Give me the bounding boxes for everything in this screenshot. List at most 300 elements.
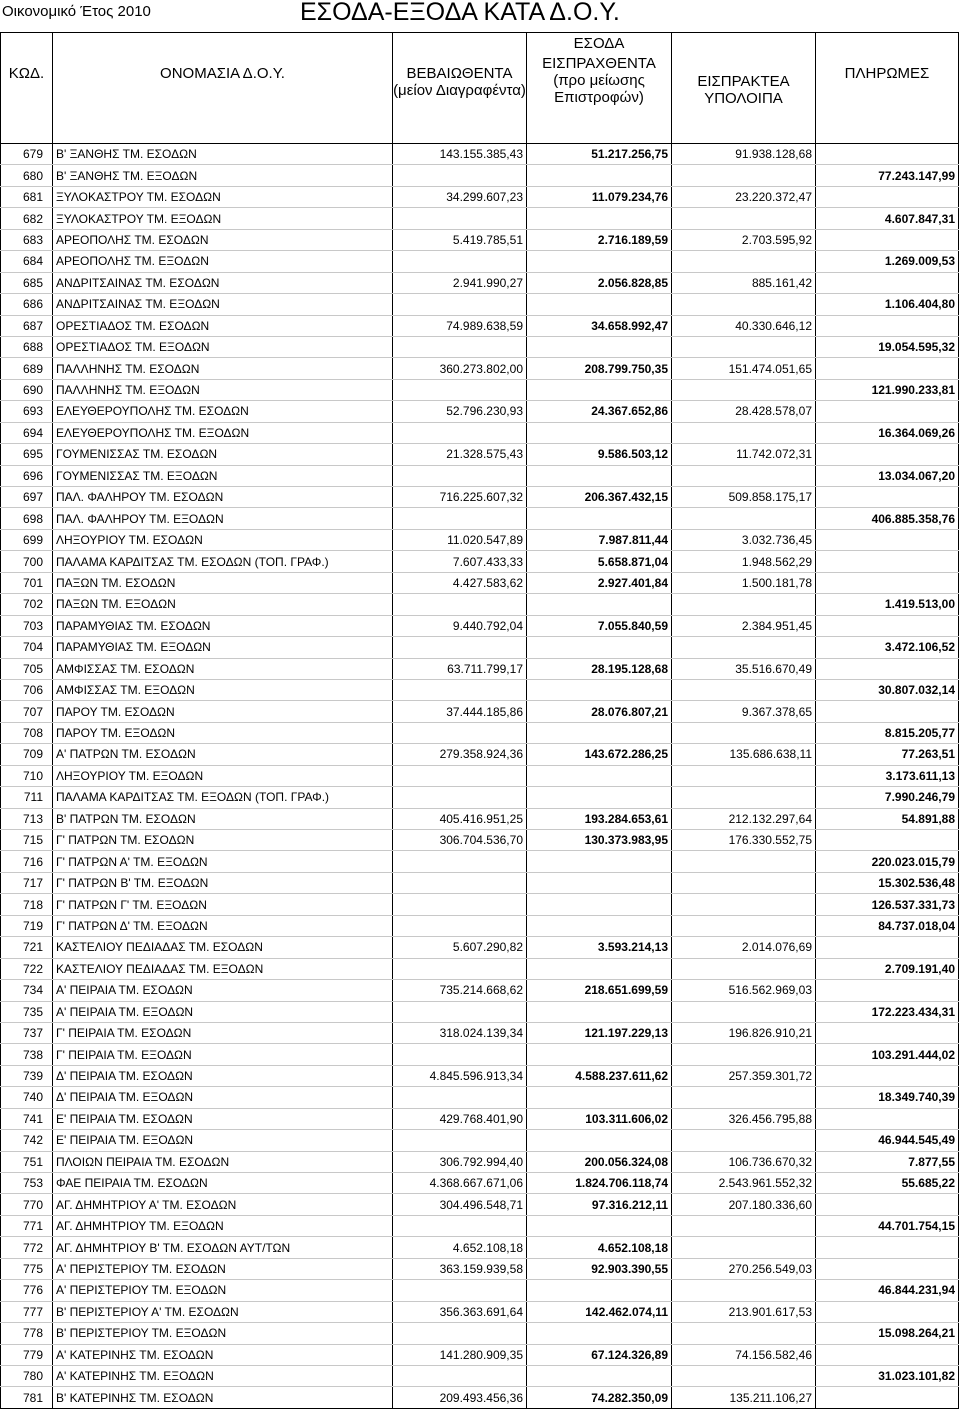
- row-name: ΑΡΕΟΠΟΛΗΣ ΤΜ. ΕΞΟΔΩΝ: [53, 251, 393, 272]
- table-row: [1, 872, 959, 893]
- row-name: ΠΑΡΟΥ ΤΜ. ΕΣΟΔΩΝ: [53, 701, 393, 722]
- row-name: ΠΑΞΩΝ ΤΜ. ΕΞΟΔΩΝ: [53, 594, 393, 615]
- row-certified: 37.444.185,86: [393, 701, 527, 722]
- row-certified: 306.792.994,40: [393, 1151, 527, 1172]
- table-row: [1, 1108, 959, 1129]
- row-collected: [527, 165, 672, 186]
- row-certified: 4.368.667.671,06: [393, 1173, 527, 1194]
- row-code: 685: [1, 272, 53, 293]
- row-payments: [816, 1258, 959, 1279]
- table-row: [1, 1087, 959, 1108]
- row-code: 735: [1, 1001, 53, 1022]
- row-remaining: [672, 1280, 816, 1301]
- row-code: 770: [1, 1194, 53, 1215]
- row-code: 707: [1, 701, 53, 722]
- row-certified: 429.768.401,90: [393, 1108, 527, 1129]
- table-row: [1, 401, 959, 422]
- row-remaining: [672, 872, 816, 893]
- row-collected: [527, 872, 672, 893]
- row-certified: 34.299.607,23: [393, 186, 527, 207]
- row-code: 682: [1, 208, 53, 229]
- row-payments: [816, 980, 959, 1001]
- row-name: ΑΜΦΙΣΣΑΣ ΤΜ. ΕΣΟΔΩΝ: [53, 658, 393, 679]
- row-name: ΓΟΥΜΕΝΙΣΣΑΣ ΤΜ. ΕΣΟΔΩΝ: [53, 444, 393, 465]
- row-payments: [816, 358, 959, 379]
- table-row: [1, 594, 959, 615]
- row-collected: 28.195.128,68: [527, 658, 672, 679]
- row-certified: [393, 465, 527, 486]
- row-certified: [393, 894, 527, 915]
- row-payments: 7.877,55: [816, 1151, 959, 1172]
- row-name: Α' ΠΕΙΡΑΙΑ ΤΜ. ΕΣΟΔΩΝ: [53, 980, 393, 1001]
- row-collected: 9.586.503,12: [527, 444, 672, 465]
- table-row: [1, 1344, 959, 1365]
- row-payments: [816, 701, 959, 722]
- table-row: [1, 1194, 959, 1215]
- row-certified: 5.607.290,82: [393, 937, 527, 958]
- table-row: [1, 165, 959, 186]
- row-certified: [393, 336, 527, 357]
- row-name: Δ' ΠΕΙΡΑΙΑ ΤΜ. ΕΞΟΔΩΝ: [53, 1087, 393, 1108]
- row-remaining: 213.901.617,53: [672, 1301, 816, 1322]
- header-collected-line3: Επιστροφών): [554, 89, 644, 106]
- row-name: Β' ΠΕΡΙΣΤΕΡΙΟΥ ΤΜ. ΕΞΟΔΩΝ: [53, 1323, 393, 1344]
- row-code: 688: [1, 336, 53, 357]
- row-payments: 19.054.595,32: [816, 336, 959, 357]
- row-payments: 46.844.231,94: [816, 1280, 959, 1301]
- row-collected: [527, 722, 672, 743]
- row-remaining: [672, 508, 816, 529]
- row-collected: 7.055.840,59: [527, 615, 672, 636]
- row-name: Β' ΞΑΝΘΗΣ ΤΜ. ΕΣΟΔΩΝ: [53, 144, 393, 165]
- row-collected: [527, 594, 672, 615]
- row-code: 699: [1, 529, 53, 550]
- row-payments: 16.364.069,26: [816, 422, 959, 443]
- table-body: [1, 144, 959, 1409]
- page-header: [0, 0, 960, 24]
- row-payments: [816, 551, 959, 572]
- row-certified: 141.280.909,35: [393, 1344, 527, 1365]
- row-collected: [527, 894, 672, 915]
- row-name: ΠΑΛ. ΦΑΛΗΡΟΥ ΤΜ. ΕΞΟΔΩΝ: [53, 508, 393, 529]
- row-name: Α' ΠΑΤΡΩΝ ΤΜ. ΕΣΟΔΩΝ: [53, 744, 393, 765]
- row-code: 739: [1, 1065, 53, 1086]
- row-certified: 4.427.583,62: [393, 572, 527, 593]
- row-payments: 121.990.233,81: [816, 379, 959, 400]
- row-payments: 1.106.404,80: [816, 294, 959, 315]
- row-code: 684: [1, 251, 53, 272]
- row-code: 775: [1, 1258, 53, 1279]
- row-remaining: 326.456.795,88: [672, 1108, 816, 1129]
- row-remaining: 35.516.670,49: [672, 658, 816, 679]
- row-certified: [393, 787, 527, 808]
- row-name: ΑΝΔΡΙΤΣΑΙΝΑΣ ΤΜ. ΕΞΟΔΩΝ: [53, 294, 393, 315]
- row-code: 696: [1, 465, 53, 486]
- table-row: [1, 1387, 959, 1408]
- row-payments: 1.419.513,00: [816, 594, 959, 615]
- row-certified: [393, 1365, 527, 1386]
- row-collected: [527, 336, 672, 357]
- row-name: ΠΑΛΑΜΑ ΚΑΡΔΙΤΣΑΣ ΤΜ. ΕΣΟΔΩΝ (ΤΟΠ. ΓΡΑΦ.): [53, 551, 393, 572]
- row-name: ΟΡΕΣΤΙΑΔΟΣ ΤΜ. ΕΞΟΔΩΝ: [53, 336, 393, 357]
- table-row: [1, 658, 959, 679]
- row-remaining: 106.736.670,32: [672, 1151, 816, 1172]
- row-code: 689: [1, 358, 53, 379]
- table-row: [1, 444, 959, 465]
- row-collected: 28.076.807,21: [527, 701, 672, 722]
- row-payments: 15.302.536,48: [816, 872, 959, 893]
- row-name: Γ' ΠΑΤΡΩΝ Γ' ΤΜ. ΕΞΟΔΩΝ: [53, 894, 393, 915]
- row-name: ΠΑΛ. ΦΑΛΗΡΟΥ ΤΜ. ΕΣΟΔΩΝ: [53, 487, 393, 508]
- row-code: 700: [1, 551, 53, 572]
- row-code: 683: [1, 229, 53, 250]
- row-code: 706: [1, 679, 53, 700]
- row-code: 680: [1, 165, 53, 186]
- table-row: [1, 186, 959, 207]
- row-name: Γ' ΠΕΙΡΑΙΑ ΤΜ. ΕΞΟΔΩΝ: [53, 1044, 393, 1065]
- row-certified: [393, 594, 527, 615]
- row-code: 719: [1, 915, 53, 936]
- row-name: ΛΗΞΟΥΡΙΟΥ ΤΜ. ΕΣΟΔΩΝ: [53, 529, 393, 550]
- row-certified: [393, 679, 527, 700]
- row-collected: 2.056.828,85: [527, 272, 672, 293]
- header-name: ΟΝΟΜΑΣΙΑ Δ.Ο.Υ.: [53, 53, 393, 144]
- row-collected: 142.462.074,11: [527, 1301, 672, 1322]
- row-name: ΠΑΞΩΝ ΤΜ. ΕΣΟΔΩΝ: [53, 572, 393, 593]
- row-payments: [816, 186, 959, 207]
- row-name: ΕΛΕΥΘΕΡΟΥΠΟΛΗΣ ΤΜ. ΕΣΟΔΩΝ: [53, 401, 393, 422]
- row-collected: 1.824.706.118,74: [527, 1173, 672, 1194]
- row-certified: [393, 1323, 527, 1344]
- row-collected: 92.903.390,55: [527, 1258, 672, 1279]
- row-collected: [527, 637, 672, 658]
- table-row: [1, 572, 959, 593]
- row-certified: 356.363.691,64: [393, 1301, 527, 1322]
- row-certified: 21.328.575,43: [393, 444, 527, 465]
- row-certified: 4.652.108,18: [393, 1237, 527, 1258]
- row-payments: 13.034.067,20: [816, 465, 959, 486]
- row-collected: 2.927.401,84: [527, 572, 672, 593]
- row-code: 751: [1, 1151, 53, 1172]
- row-payments: 1.269.009,53: [816, 251, 959, 272]
- row-remaining: 270.256.549,03: [672, 1258, 816, 1279]
- row-collected: [527, 958, 672, 979]
- row-code: 740: [1, 1087, 53, 1108]
- row-collected: [527, 1365, 672, 1386]
- row-name: ΚΑΣΤΕΛΙΟΥ ΠΕΔΙΑΔΑΣ ΤΜ. ΕΞΟΔΩΝ: [53, 958, 393, 979]
- row-name: ΑΝΔΡΙΤΣΑΙΝΑΣ ΤΜ. ΕΣΟΔΩΝ: [53, 272, 393, 293]
- row-certified: 405.416.951,25: [393, 808, 527, 829]
- row-remaining: [672, 294, 816, 315]
- row-collected: [527, 508, 672, 529]
- row-payments: [816, 830, 959, 851]
- header-blank-1: [1, 33, 53, 54]
- row-name: ΠΑΡΟΥ ΤΜ. ΕΞΟΔΩΝ: [53, 722, 393, 743]
- row-payments: 3.472.106,52: [816, 637, 959, 658]
- row-certified: [393, 294, 527, 315]
- row-remaining: [672, 1001, 816, 1022]
- row-code: 708: [1, 722, 53, 743]
- row-remaining: [672, 1215, 816, 1236]
- row-certified: 279.358.924,36: [393, 744, 527, 765]
- row-name: Γ' ΠΑΤΡΩΝ Α' ΤΜ. ΕΞΟΔΩΝ: [53, 851, 393, 872]
- row-remaining: [672, 637, 816, 658]
- row-payments: [816, 444, 959, 465]
- row-remaining: [672, 165, 816, 186]
- row-certified: 74.989.638,59: [393, 315, 527, 336]
- row-name: ΠΑΛΛΗΝΗΣ ΤΜ. ΕΞΟΔΩΝ: [53, 379, 393, 400]
- row-collected: 5.658.871,04: [527, 551, 672, 572]
- row-collected: [527, 422, 672, 443]
- row-code: 777: [1, 1301, 53, 1322]
- row-remaining: [672, 379, 816, 400]
- table-row: [1, 529, 959, 550]
- table-row: [1, 1365, 959, 1386]
- row-payments: [816, 937, 959, 958]
- row-certified: [393, 851, 527, 872]
- table-row: [1, 379, 959, 400]
- header-revenue-group: ΕΣΟΔΑ: [527, 33, 672, 54]
- row-code: 776: [1, 1280, 53, 1301]
- row-payments: [816, 1065, 959, 1086]
- row-collected: 4.588.237.611,62: [527, 1065, 672, 1086]
- row-name: Β' ΠΑΤΡΩΝ ΤΜ. ΕΣΟΔΩΝ: [53, 808, 393, 829]
- table-row: [1, 980, 959, 1001]
- header-certified: [393, 53, 527, 144]
- row-remaining: [672, 594, 816, 615]
- row-remaining: 257.359.301,72: [672, 1065, 816, 1086]
- row-name: Γ' ΠΑΤΡΩΝ Δ' ΤΜ. ΕΞΟΔΩΝ: [53, 915, 393, 936]
- row-payments: 46.944.545,49: [816, 1130, 959, 1151]
- row-code: 737: [1, 1022, 53, 1043]
- table-row: [1, 830, 959, 851]
- header-remaining-line2: ΥΠΟΛΟΙΠΑ: [704, 90, 783, 107]
- row-collected: 7.987.811,44: [527, 529, 672, 550]
- row-certified: 5.419.785,51: [393, 229, 527, 250]
- row-name: Γ' ΠΕΙΡΑΙΑ ΤΜ. ΕΣΟΔΩΝ: [53, 1022, 393, 1043]
- row-code: 778: [1, 1323, 53, 1344]
- row-code: 710: [1, 765, 53, 786]
- row-payments: [816, 144, 959, 165]
- table-row: [1, 894, 959, 915]
- row-code: 717: [1, 872, 53, 893]
- row-remaining: 135.211.106,27: [672, 1387, 816, 1408]
- row-code: 771: [1, 1215, 53, 1236]
- row-collected: [527, 251, 672, 272]
- row-payments: [816, 401, 959, 422]
- table-row: [1, 315, 959, 336]
- row-collected: 11.079.234,76: [527, 186, 672, 207]
- header-collected-line1: ΕΙΣΠΡΑΧΘΕΝΤΑ: [542, 55, 656, 72]
- table-row: [1, 508, 959, 529]
- row-payments: 55.685,22: [816, 1173, 959, 1194]
- row-payments: [816, 1022, 959, 1043]
- table-row: [1, 1151, 959, 1172]
- row-certified: [393, 208, 527, 229]
- row-remaining: [672, 1044, 816, 1065]
- row-remaining: [672, 1237, 816, 1258]
- row-collected: 218.651.699,59: [527, 980, 672, 1001]
- table-row: [1, 294, 959, 315]
- row-name: ΞΥΛΟΚΑΣΤΡΟΥ ΤΜ. ΕΞΟΔΩΝ: [53, 208, 393, 229]
- row-name: Γ' ΠΑΤΡΩΝ Β' ΤΜ. ΕΞΟΔΩΝ: [53, 872, 393, 893]
- table-row: [1, 637, 959, 658]
- row-code: 734: [1, 980, 53, 1001]
- row-payments: 44.701.754,15: [816, 1215, 959, 1236]
- header-payments: ΠΛΗΡΩΜΕΣ: [816, 53, 959, 144]
- row-code: 694: [1, 422, 53, 443]
- row-remaining: [672, 1323, 816, 1344]
- row-payments: 4.607.847,31: [816, 208, 959, 229]
- table-row: [1, 144, 959, 165]
- row-code: 693: [1, 401, 53, 422]
- table-row: [1, 1001, 959, 1022]
- row-code: 716: [1, 851, 53, 872]
- row-collected: 67.124.326,89: [527, 1344, 672, 1365]
- row-certified: [393, 1087, 527, 1108]
- row-certified: 7.607.433,33: [393, 551, 527, 572]
- row-code: 690: [1, 379, 53, 400]
- row-payments: [816, 229, 959, 250]
- row-code: 705: [1, 658, 53, 679]
- row-collected: [527, 765, 672, 786]
- row-name: Β' ΞΑΝΘΗΣ ΤΜ. ΕΞΟΔΩΝ: [53, 165, 393, 186]
- row-certified: 52.796.230,93: [393, 401, 527, 422]
- row-collected: [527, 379, 672, 400]
- table-row: [1, 1258, 959, 1279]
- table-row: [1, 787, 959, 808]
- header-certified-line2: (μείον Διαγραφέντα): [393, 82, 526, 99]
- row-remaining: 176.330.552,75: [672, 830, 816, 851]
- row-certified: [393, 251, 527, 272]
- row-remaining: 151.474.051,65: [672, 358, 816, 379]
- row-remaining: 28.428.578,07: [672, 401, 816, 422]
- header-blank-5: [672, 33, 816, 54]
- row-remaining: 2.703.595,92: [672, 229, 816, 250]
- row-remaining: 196.826.910,21: [672, 1022, 816, 1043]
- row-name: ΦΑΕ ΠΕΙΡΑΙΑ ΤΜ. ΕΣΟΔΩΝ: [53, 1173, 393, 1194]
- row-name: ΠΑΡΑΜΥΘΙΑΣ ΤΜ. ΕΞΟΔΩΝ: [53, 637, 393, 658]
- row-name: ΕΛΕΥΘΕΡΟΥΠΟΛΗΣ ΤΜ. ΕΞΟΔΩΝ: [53, 422, 393, 443]
- table-row: [1, 1215, 959, 1236]
- row-name: Β' ΠΕΡΙΣΤΕΡΙΟΥ Α' ΤΜ. ΕΣΟΔΩΝ: [53, 1301, 393, 1322]
- row-name: ΠΑΛΑΜΑ ΚΑΡΔΙΤΣΑΣ ΤΜ. ΕΞΟΔΩΝ (ΤΟΠ. ΓΡΑΦ.): [53, 787, 393, 808]
- row-code: 711: [1, 787, 53, 808]
- row-certified: [393, 165, 527, 186]
- header-collected-line2: (προ μείωσης: [553, 72, 645, 89]
- row-name: Δ' ΠΕΙΡΑΙΑ ΤΜ. ΕΣΟΔΩΝ: [53, 1065, 393, 1086]
- row-code: 780: [1, 1365, 53, 1386]
- revenue-expenses-table: [0, 32, 959, 1409]
- row-name: ΑΜΦΙΣΣΑΣ ΤΜ. ΕΞΟΔΩΝ: [53, 679, 393, 700]
- row-code: 781: [1, 1387, 53, 1408]
- row-remaining: 885.161,42: [672, 272, 816, 293]
- row-collected: [527, 294, 672, 315]
- row-certified: 735.214.668,62: [393, 980, 527, 1001]
- row-payments: [816, 572, 959, 593]
- row-payments: [816, 1108, 959, 1129]
- row-payments: 77.263,51: [816, 744, 959, 765]
- row-code: 686: [1, 294, 53, 315]
- row-code: 741: [1, 1108, 53, 1129]
- row-remaining: [672, 336, 816, 357]
- row-remaining: [672, 765, 816, 786]
- row-collected: [527, 208, 672, 229]
- row-remaining: [672, 251, 816, 272]
- row-code: 753: [1, 1173, 53, 1194]
- row-remaining: [672, 722, 816, 743]
- row-payments: 126.537.331,73: [816, 894, 959, 915]
- row-collected: [527, 1323, 672, 1344]
- row-remaining: [672, 1087, 816, 1108]
- row-name: ΞΥΛΟΚΑΣΤΡΟΥ ΤΜ. ΕΣΟΔΩΝ: [53, 186, 393, 207]
- row-code: 779: [1, 1344, 53, 1365]
- table-row: [1, 336, 959, 357]
- row-code: 695: [1, 444, 53, 465]
- row-name: Α' ΠΕΡΙΣΤΕΡΙΟΥ ΤΜ. ΕΣΟΔΩΝ: [53, 1258, 393, 1279]
- row-payments: 7.990.246,79: [816, 787, 959, 808]
- row-remaining: [672, 915, 816, 936]
- row-certified: [393, 915, 527, 936]
- row-collected: 4.652.108,18: [527, 1237, 672, 1258]
- row-remaining: [672, 679, 816, 700]
- row-name: Α' ΚΑΤΕΡΙΝΗΣ ΤΜ. ΕΞΟΔΩΝ: [53, 1365, 393, 1386]
- row-remaining: 2.014.076,69: [672, 937, 816, 958]
- header-blank-3: [393, 33, 527, 54]
- table-row: [1, 1323, 959, 1344]
- row-payments: [816, 529, 959, 550]
- row-name: Β' ΚΑΤΕΡΙΝΗΣ ΤΜ. ΕΣΟΔΩΝ: [53, 1387, 393, 1408]
- row-collected: 97.316.212,11: [527, 1194, 672, 1215]
- row-payments: 84.737.018,04: [816, 915, 959, 936]
- table-row: [1, 722, 959, 743]
- row-certified: [393, 508, 527, 529]
- row-payments: 220.023.015,79: [816, 851, 959, 872]
- table-row: [1, 487, 959, 508]
- table-row: [1, 422, 959, 443]
- row-collected: 206.367.432,15: [527, 487, 672, 508]
- table-row: [1, 1301, 959, 1322]
- row-remaining: 1.500.181,78: [672, 572, 816, 593]
- row-remaining: 2.543.961.552,32: [672, 1173, 816, 1194]
- table-row: [1, 1173, 959, 1194]
- row-remaining: 1.948.562,29: [672, 551, 816, 572]
- table-row: [1, 551, 959, 572]
- header-collected: [527, 53, 672, 144]
- row-remaining: 91.938.128,68: [672, 144, 816, 165]
- row-payments: [816, 1387, 959, 1408]
- row-remaining: [672, 465, 816, 486]
- row-remaining: 74.156.582,46: [672, 1344, 816, 1365]
- row-payments: [816, 1237, 959, 1258]
- row-code: 738: [1, 1044, 53, 1065]
- row-payments: 2.709.191,40: [816, 958, 959, 979]
- table-row: [1, 358, 959, 379]
- table-row: [1, 744, 959, 765]
- row-remaining: [672, 851, 816, 872]
- table-row: [1, 1022, 959, 1043]
- row-payments: [816, 658, 959, 679]
- row-payments: 18.349.740,39: [816, 1087, 959, 1108]
- row-certified: [393, 379, 527, 400]
- row-collected: [527, 465, 672, 486]
- row-name: ΟΡΕΣΤΙΑΔΟΣ ΤΜ. ΕΣΟΔΩΝ: [53, 315, 393, 336]
- row-certified: 2.941.990,27: [393, 272, 527, 293]
- row-collected: [527, 1130, 672, 1151]
- table-row: [1, 915, 959, 936]
- row-payments: 15.098.264,21: [816, 1323, 959, 1344]
- table-row: [1, 851, 959, 872]
